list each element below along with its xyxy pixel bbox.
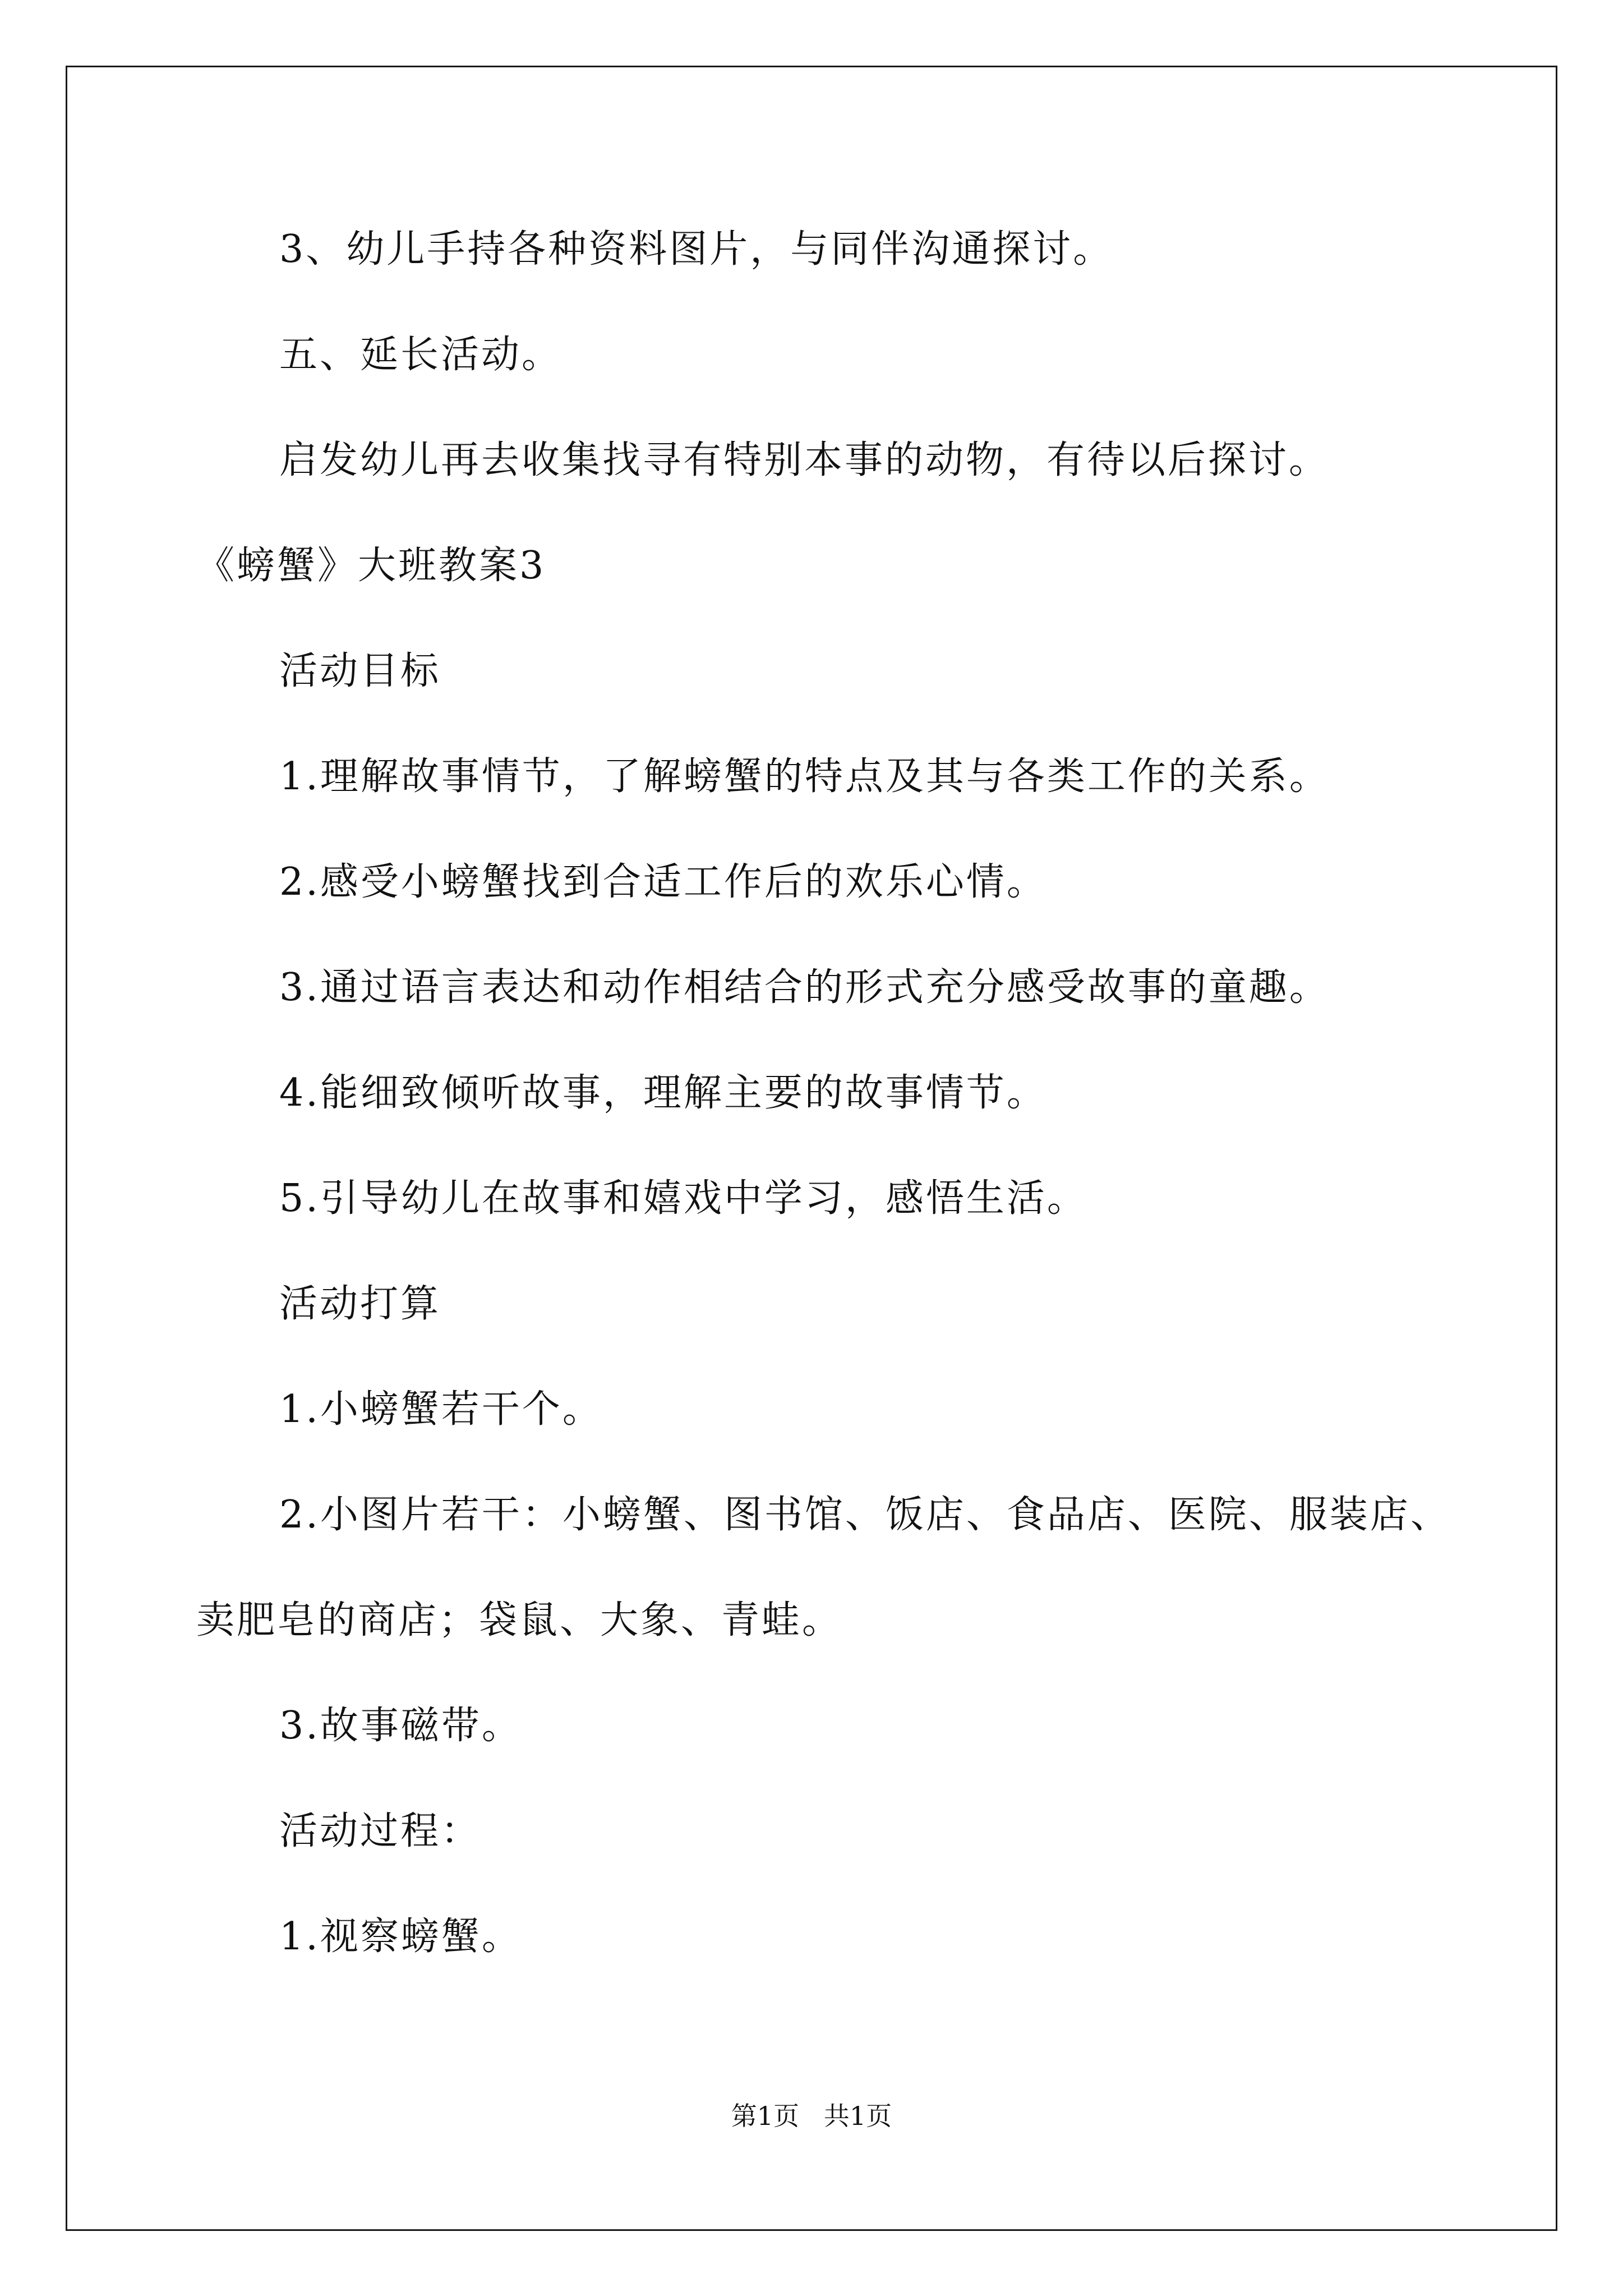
process-item-1: 1.视察螃蟹。 bbox=[279, 1915, 522, 1959]
lesson-plan-title: 《螃蟹》大班教案3 bbox=[196, 544, 546, 588]
goal-item-2: 2.感受小螃蟹找到合适工作后的欢乐心情。 bbox=[279, 860, 1047, 904]
page-border bbox=[66, 66, 1557, 2231]
section-process-heading: 活动过程： bbox=[279, 1809, 482, 1853]
preparation-item-2-continued: 卖肥皂的商店；袋鼠、大象、青蛙。 bbox=[196, 1598, 843, 1642]
preparation-item-1: 1.小螃蟹若干个。 bbox=[279, 1387, 603, 1432]
preparation-item-3: 3.故事磁带。 bbox=[279, 1704, 522, 1748]
section-extension-heading: 五、延长活动。 bbox=[279, 333, 562, 377]
goal-item-3: 3.通过语言表达和动作相结合的形式充分感受故事的童趣。 bbox=[279, 965, 1330, 1010]
goal-item-1: 1.理解故事情节，了解螃蟹的特点及其与各类工作的关系。 bbox=[279, 754, 1330, 799]
paragraph-discussion: 3、幼儿手持各种资料图片，与同伴沟通探讨。 bbox=[279, 227, 1114, 272]
section-goals-heading: 活动目标 bbox=[279, 649, 441, 693]
page-number-footer: 第1页 共1页 bbox=[731, 2101, 892, 2131]
goal-item-4: 4.能细致倾听故事，理解主要的故事情节。 bbox=[279, 1071, 1047, 1115]
preparation-item-2: 2.小图片若干：小螃蟹、图书馆、饭店、食品店、医院、服装店、 bbox=[279, 1493, 1451, 1537]
section-preparation-heading: 活动打算 bbox=[279, 1282, 441, 1326]
paragraph-extension: 启发幼儿再去收集找寻有特别本事的动物，有待以后探讨。 bbox=[279, 438, 1330, 482]
goal-item-5: 5.引导幼儿在故事和嬉戏中学习，感悟生活。 bbox=[279, 1176, 1087, 1221]
